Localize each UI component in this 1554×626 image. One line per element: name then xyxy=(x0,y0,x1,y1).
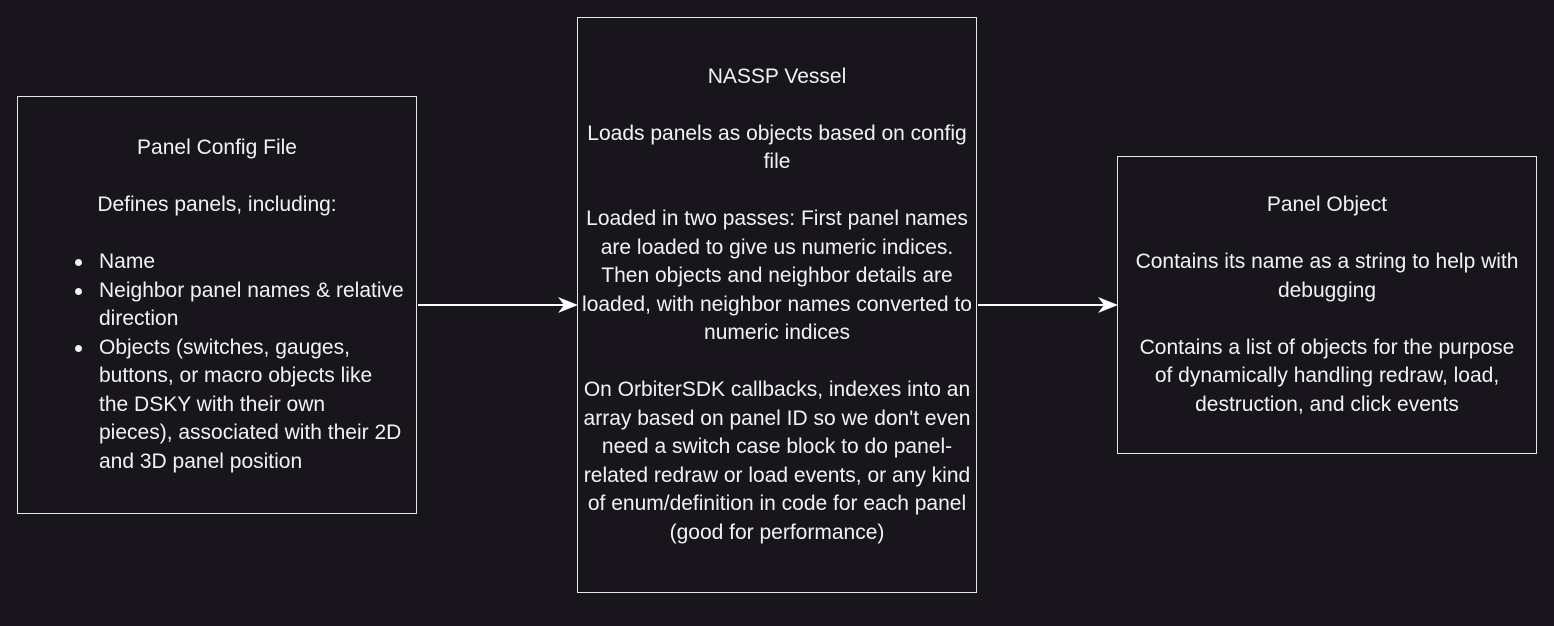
box-paragraph: Contains a list of objects for the purpose of dynamically handling redraw, load, destruction, and click events xyxy=(1139,335,1515,416)
bullet-dot-icon xyxy=(75,345,82,352)
bullet-dot-icon xyxy=(75,259,82,266)
box-title: Panel Config File xyxy=(137,136,297,159)
bullet-item: Objects (switches, gauges, buttons, or macro objects like the DSKY with their own pieces), associated with their 2D and 3D panel position xyxy=(99,334,408,477)
box-paragraph: Contains its name as a string to help with debugging xyxy=(1135,250,1519,302)
bullet-item: Name xyxy=(99,248,408,277)
bullet-list xyxy=(26,248,408,476)
panel-config-file-box[interactable] xyxy=(17,96,417,514)
box-title: NASSP Vessel xyxy=(707,64,847,88)
box-paragraph: Loads panels as objects based on config file xyxy=(587,121,967,174)
arrow-vessel-to-object[interactable] xyxy=(978,297,1118,313)
box-paragraph: Loaded in two passes: First panel names are loaded to give us numeric indices. Then objects and neighbor details are loaded, with neighbor names converted to numeric indices xyxy=(582,207,972,345)
bullet-dot-icon xyxy=(75,288,82,295)
box-paragraph: On OrbiterSDK callbacks, indexes into an array based on panel ID so we don't even need a switch case block to do panel-related redraw or load events, or any kind of enum/definition in code for each panel (good for performance) xyxy=(583,378,971,544)
arrow-config-to-vessel[interactable] xyxy=(418,297,578,313)
nassp-vessel-box[interactable] xyxy=(577,17,977,593)
box-intro: Defines panels, including: xyxy=(97,193,337,216)
box-title: Panel Object xyxy=(1266,193,1388,216)
bullet-item: Neighbor panel names & relative direction xyxy=(99,277,408,334)
panel-object-box[interactable] xyxy=(1117,156,1537,454)
